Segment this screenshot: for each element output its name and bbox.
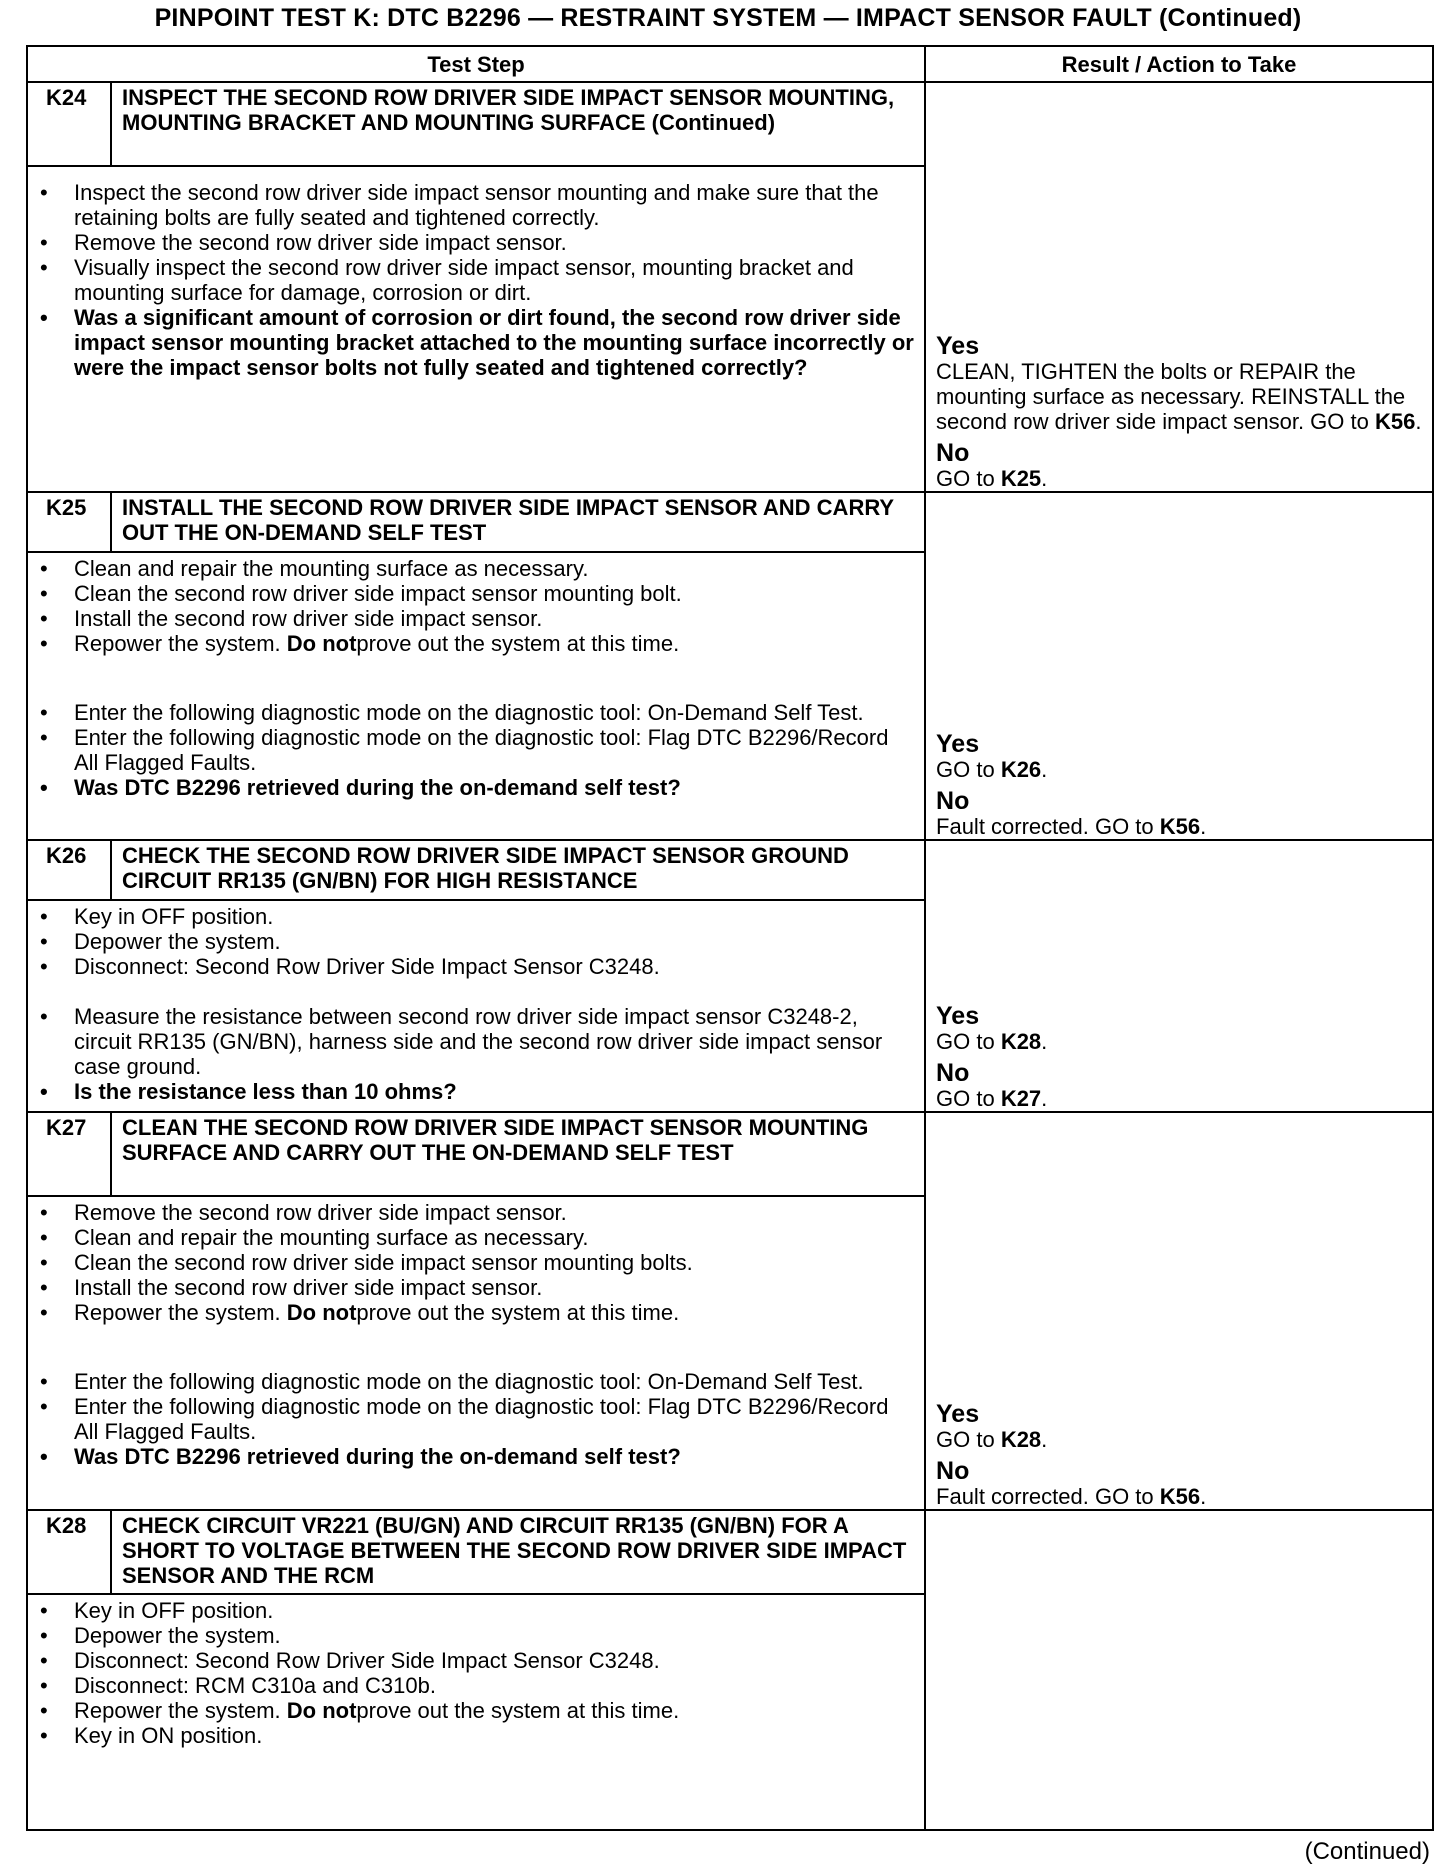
list-item: • Depower the system.: [28, 1623, 914, 1648]
step-row-k24: [27, 82, 1433, 166]
list-item: • Enter the following diagnostic mode on the diagnostic tool: Flag DTC B2296/Record All Flagged Faults.: [28, 1394, 914, 1444]
list-item: • Repower the system. Do notprove out the system at this time.: [28, 1300, 914, 1325]
list-item: • Disconnect: Second Row Driver Side Impact Sensor C3248.: [28, 1648, 914, 1673]
question-item: • Was a significant amount of corrosion or dirt found, the second row driver side impact sensor mounting bracket attached to the mounting surface incorrectly or were the impact sensor bolts not fully seated and tightened correctly?: [28, 305, 914, 380]
continued-note: (Continued): [1304, 1838, 1430, 1865]
list-item: • Inspect the second row driver side impact sensor mounting and make sure that the retaining bolts are fully seated and tightened correctly.: [28, 180, 914, 230]
no-action: Fault corrected. GO to K56.: [936, 1484, 1207, 1509]
step-link[interactable]: K56: [1159, 1484, 1201, 1509]
yes-action: GO to K28.: [936, 1029, 1048, 1054]
yes-label: Yes: [936, 1002, 980, 1030]
list-item: • Enter the following diagnostic mode on the diagnostic tool: Flag DTC B2296/Record All Flagged Faults.: [28, 725, 914, 775]
question-item: • Was DTC B2296 retrieved during the on-demand self test?: [28, 1444, 914, 1469]
header-test-step: Test Step: [27, 46, 925, 82]
step-title: CHECK THE SECOND ROW DRIVER SIDE IMPACT SENSOR GROUND CIRCUIT RR135 (GN/BN) FOR HIGH RESISTANCE: [111, 840, 925, 900]
question-item: • Is the resistance less than 10 ohms?: [28, 1079, 914, 1104]
step-instructions: [27, 900, 925, 1112]
list-item: • Install the second row driver side impact sensor.: [28, 1275, 914, 1300]
step-link[interactable]: K27: [1000, 1086, 1042, 1111]
yes-action: CLEAN, TIGHTEN the bolts or REPAIR the mounting surface as necessary. REINSTALL the second row driver side impact sensor. GO to K56.: [936, 359, 1422, 434]
step-link[interactable]: K26: [1000, 757, 1042, 782]
step-link[interactable]: K25: [1000, 466, 1042, 491]
step-row-k27: [27, 1112, 1433, 1196]
list-item: • Disconnect: Second Row Driver Side Impact Sensor C3248.: [28, 954, 914, 979]
list-item: • Measure the resistance between second row driver side impact sensor C3248-2, circuit RR135 (GN/BN), harness side and the second row driver side impact sensor case ground.: [28, 1004, 914, 1079]
question-item: • Was DTC B2296 retrieved during the on-demand self test?: [28, 775, 914, 800]
no-label: No: [936, 1457, 970, 1485]
step-title: INSPECT THE SECOND ROW DRIVER SIDE IMPACT SENSOR MOUNTING, MOUNTING BRACKET AND MOUNTING SURFACE (Continued): [111, 82, 925, 166]
step-id: K27: [27, 1112, 111, 1196]
step-result: [925, 1510, 1433, 1830]
no-label: No: [936, 787, 970, 815]
page-title: PINPOINT TEST K: DTC B2296 — RESTRAINT SYSTEM — IMPACT SENSOR FAULT (Continued): [154, 4, 1302, 32]
step-instructions: [27, 1594, 925, 1830]
list-item: • Depower the system.: [28, 929, 914, 954]
step-instructions: [27, 1196, 925, 1510]
step-instructions: [27, 552, 925, 840]
list-item: • Clean the second row driver side impact sensor mounting bolt.: [28, 581, 914, 606]
list-item: • Key in OFF position.: [28, 1598, 914, 1623]
header-result: Result / Action to Take: [925, 46, 1433, 82]
list-item: • Remove the second row driver side impact sensor.: [28, 230, 914, 255]
list-item: • Clean the second row driver side impact sensor mounting bolts.: [28, 1250, 914, 1275]
step-title: CLEAN THE SECOND ROW DRIVER SIDE IMPACT SENSOR MOUNTING SURFACE AND CARRY OUT THE ON-DEMAND SELF TEST: [111, 1112, 925, 1196]
pinpoint-test-table: [26, 45, 1434, 1831]
step-id: K24: [27, 82, 111, 166]
step-link[interactable]: K28: [1000, 1029, 1042, 1054]
list-item: • Enter the following diagnostic mode on the diagnostic tool: On-Demand Self Test.: [28, 1369, 914, 1394]
yes-label: Yes: [936, 1400, 980, 1428]
step-result: [925, 840, 1433, 1112]
no-label: No: [936, 439, 970, 467]
yes-label: Yes: [936, 332, 980, 360]
step-id: K28: [27, 1510, 111, 1594]
list-item: • Key in ON position.: [28, 1723, 914, 1748]
step-result: [925, 492, 1433, 840]
list-item: • Key in OFF position.: [28, 904, 914, 929]
no-action: GO to K27.: [936, 1086, 1048, 1111]
yes-action: GO to K26.: [936, 757, 1048, 782]
step-result: [925, 82, 1433, 492]
list-item: • Enter the following diagnostic mode on the diagnostic tool: On-Demand Self Test.: [28, 700, 914, 725]
step-link[interactable]: K28: [1000, 1427, 1042, 1452]
step-result: [925, 1112, 1433, 1510]
step-id: K26: [27, 840, 111, 900]
table-header-row: [27, 46, 1433, 82]
step-instructions: [27, 166, 925, 492]
no-label: No: [936, 1059, 970, 1087]
list-item: • Clean and repair the mounting surface as necessary.: [28, 1225, 914, 1250]
step-link[interactable]: K56: [1374, 409, 1416, 434]
step-title: CHECK CIRCUIT VR221 (BU/GN) AND CIRCUIT RR135 (GN/BN) FOR A SHORT TO VOLTAGE BETWEEN THE SECOND ROW DRIVER SIDE IMPACT SENSOR AND THE RCM: [111, 1510, 925, 1594]
step-title: INSTALL THE SECOND ROW DRIVER SIDE IMPACT SENSOR AND CARRY OUT THE ON-DEMAND SELF TEST: [111, 492, 925, 552]
list-item: • Disconnect: RCM C310a and C310b.: [28, 1673, 914, 1698]
step-row-k26: [27, 840, 1433, 900]
list-item: • Repower the system. Do notprove out the system at this time.: [28, 1698, 914, 1723]
list-item: • Clean and repair the mounting surface as necessary.: [28, 556, 914, 581]
yes-action: GO to K28.: [936, 1427, 1048, 1452]
list-item: • Install the second row driver side impact sensor.: [28, 606, 914, 631]
step-link[interactable]: K56: [1159, 814, 1201, 839]
step-id: K25: [27, 492, 111, 552]
list-item: • Repower the system. Do notprove out the system at this time.: [28, 631, 914, 656]
no-action: Fault corrected. GO to K56.: [936, 814, 1207, 839]
list-item: • Visually inspect the second row driver side impact sensor, mounting bracket and mounting surface for damage, corrosion or dirt.: [28, 255, 914, 305]
yes-label: Yes: [936, 730, 980, 758]
step-row-k28: [27, 1510, 1433, 1594]
list-item: • Remove the second row driver side impact sensor.: [28, 1200, 914, 1225]
no-action: GO to K25.: [936, 466, 1048, 491]
step-row-k25: [27, 492, 1433, 552]
